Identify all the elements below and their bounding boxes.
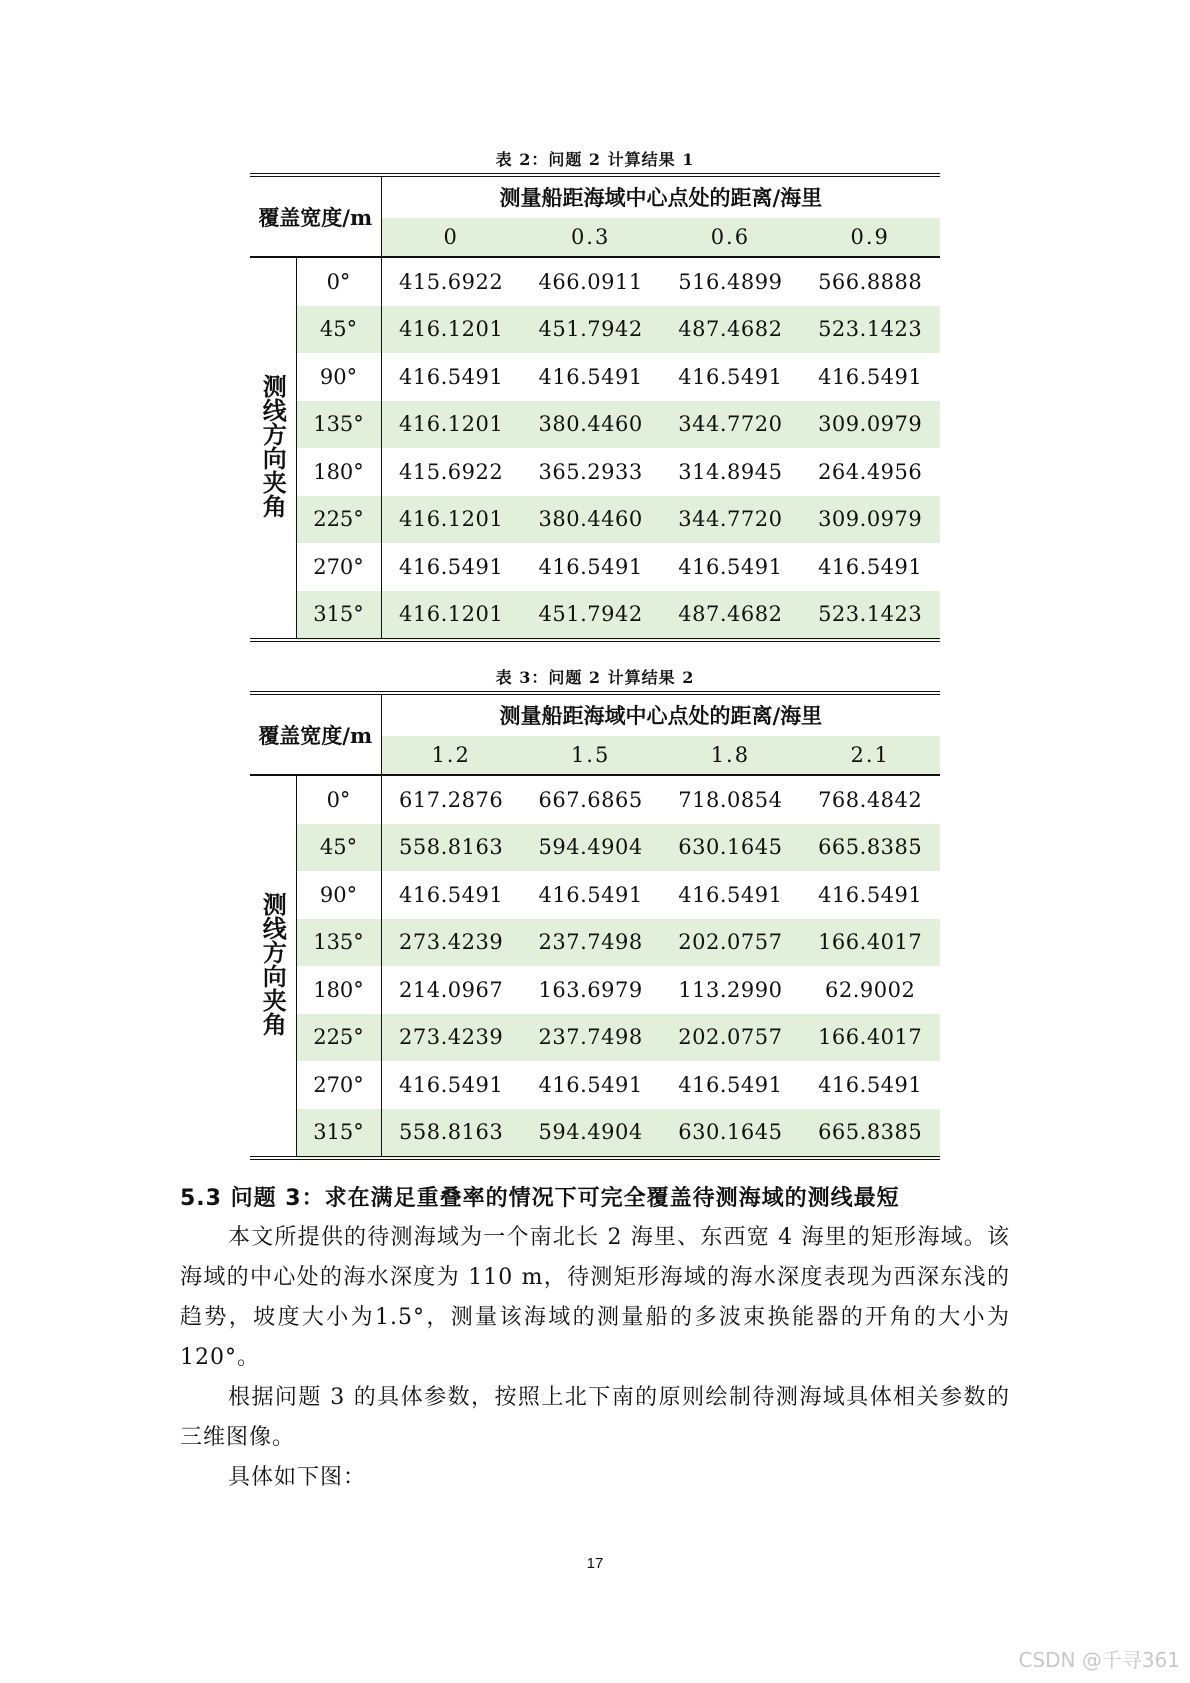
value-cell: 416.5491 [538,882,643,907]
value-cell: 617.2876 [399,787,504,812]
value-cell: 416.1201 [381,401,521,449]
angle-cell: 90° [296,871,381,919]
value-cell: 416.5491 [678,364,783,389]
paragraph-2: 根据问题 3 的具体参数，按照上北下南的原则绘制待测海域具体相关参数的三维图像。 [180,1385,1010,1450]
table-row [250,775,940,824]
watermark: CSDN @千寻361 [1018,1648,1180,1672]
value-cell: 309.0979 [800,401,940,449]
table-row [250,257,940,306]
table-row [250,1061,940,1109]
value-cell: 451.7942 [521,591,661,641]
angle-cell: 180° [296,448,381,496]
value-cell: 416.5491 [818,1072,923,1097]
table-row [250,543,940,591]
corner-label: 覆盖宽度/m [250,693,381,775]
table-row [250,353,940,401]
value-cell: 768.4842 [818,787,923,812]
angle-cell: 135° [296,401,381,449]
value-cell: 630.1645 [661,824,801,872]
angle-cell: 45° [296,824,381,872]
angle-cell: 135° [296,919,381,967]
angle-cell: 90° [296,353,381,401]
value-cell: 523.1423 [800,591,940,641]
value-cell: 415.6922 [399,269,504,294]
column-header: 0.9 [800,218,940,258]
table2 [250,173,940,642]
table-row [250,496,940,544]
column-group-label: 测量船距海域中心点处的距离/海里 [381,693,940,736]
value-cell: 214.0967 [399,977,504,1002]
paragraph-1: 本文所提供的待测海域为一个南北长 2 海里、东西宽 4 海里的矩形海域。该海域的中心处的海水深度为 110 m，待测矩形海域的海水深度表现为西深东浅的趋势，坡度大小为1.5°，测量该海域的测量船的多波束换能器的开角的大小为120°。 [180,1225,1010,1370]
value-cell: 416.5491 [538,1072,643,1097]
value-cell: 416.5491 [399,554,504,579]
column-header: 1.2 [381,736,521,776]
value-cell: 202.0757 [661,919,801,967]
value-cell: 163.6979 [538,977,643,1002]
table-row [250,966,940,1014]
value-cell: 416.5491 [678,554,783,579]
angle-cell: 0° [296,257,381,306]
angle-cell: 0° [296,775,381,824]
value-cell: 630.1645 [661,1109,801,1159]
value-cell: 416.5491 [818,554,923,579]
value-cell: 466.0911 [538,269,643,294]
value-cell: 718.0854 [678,787,783,812]
column-header: 1.5 [521,736,661,776]
angle-cell: 225° [296,1014,381,1062]
value-cell: 62.9002 [824,977,916,1002]
value-cell: 314.8945 [678,459,783,484]
value-cell: 416.5491 [678,882,783,907]
value-cell: 416.5491 [678,1072,783,1097]
value-cell: 558.8163 [381,824,521,872]
table-row [250,306,940,354]
corner-label: 覆盖宽度/m [250,175,381,257]
value-cell: 416.1201 [381,306,521,354]
value-cell: 416.5491 [538,364,643,389]
table-row [250,1014,940,1062]
value-cell: 309.0979 [800,496,940,544]
angle-cell: 270° [296,1061,381,1109]
value-cell: 264.4956 [818,459,923,484]
value-cell: 380.4460 [521,496,661,544]
angle-cell: 45° [296,306,381,354]
angle-cell: 315° [296,591,381,641]
column-header: 0.3 [521,218,661,258]
value-cell: 594.4904 [521,824,661,872]
value-cell: 273.4239 [381,919,521,967]
value-cell: 166.4017 [800,1014,940,1062]
paragraph-3: 具体如下图： [228,1465,367,1490]
value-cell: 237.7498 [521,1014,661,1062]
value-cell: 113.2990 [678,977,783,1002]
row-group-label-cell [250,257,296,640]
row-group-label-cell [250,775,296,1158]
value-cell: 416.5491 [818,364,923,389]
value-cell: 273.4239 [381,1014,521,1062]
value-cell: 380.4460 [521,401,661,449]
column-header: 1.8 [661,736,801,776]
table-row [250,591,940,641]
section-title: 5.3 问题 3：求在满足重叠率的情况下可完全覆盖待测海域的测线最短 [180,1186,900,1211]
value-cell: 416.1201 [381,496,521,544]
table-row [250,871,940,919]
column-header: 0 [381,218,521,258]
value-cell: 665.8385 [800,1109,940,1159]
value-cell: 344.7720 [661,496,801,544]
table-row [250,824,940,872]
row-group-label: 测线方向夹角 [258,891,288,1036]
value-cell: 344.7720 [661,401,801,449]
value-cell: 566.8888 [818,269,923,294]
value-cell: 487.4682 [661,591,801,641]
table-row [250,1109,940,1159]
angle-cell: 180° [296,966,381,1014]
value-cell: 416.5491 [399,882,504,907]
angle-cell: 270° [296,543,381,591]
value-cell: 416.1201 [381,591,521,641]
row-group-label: 测线方向夹角 [258,373,288,518]
table-row [250,448,940,496]
value-cell: 202.0757 [661,1014,801,1062]
value-cell: 415.6922 [399,459,504,484]
value-cell: 558.8163 [381,1109,521,1159]
value-cell: 516.4899 [678,269,783,294]
value-cell: 237.7498 [521,919,661,967]
page-number: 17 [586,1555,604,1572]
value-cell: 487.4682 [661,306,801,354]
value-cell: 667.6865 [538,787,643,812]
table3-caption: 表 3：问题 2 计算结果 2 [495,668,695,687]
column-group-label: 测量船距海域中心点处的距离/海里 [381,175,940,218]
angle-cell: 315° [296,1109,381,1159]
table-row [250,401,940,449]
value-cell: 665.8385 [800,824,940,872]
value-cell: 416.5491 [538,554,643,579]
value-cell: 451.7942 [521,306,661,354]
value-cell: 523.1423 [800,306,940,354]
angle-cell: 225° [296,496,381,544]
column-header: 2.1 [800,736,940,776]
value-cell: 416.5491 [399,1072,504,1097]
value-cell: 166.4017 [800,919,940,967]
value-cell: 416.5491 [399,364,504,389]
value-cell: 365.2933 [538,459,643,484]
column-header: 0.6 [661,218,801,258]
table2-caption: 表 2：问题 2 计算结果 1 [495,150,695,169]
table3 [250,691,940,1160]
value-cell: 594.4904 [521,1109,661,1159]
value-cell: 416.5491 [818,882,923,907]
table-row [250,919,940,967]
